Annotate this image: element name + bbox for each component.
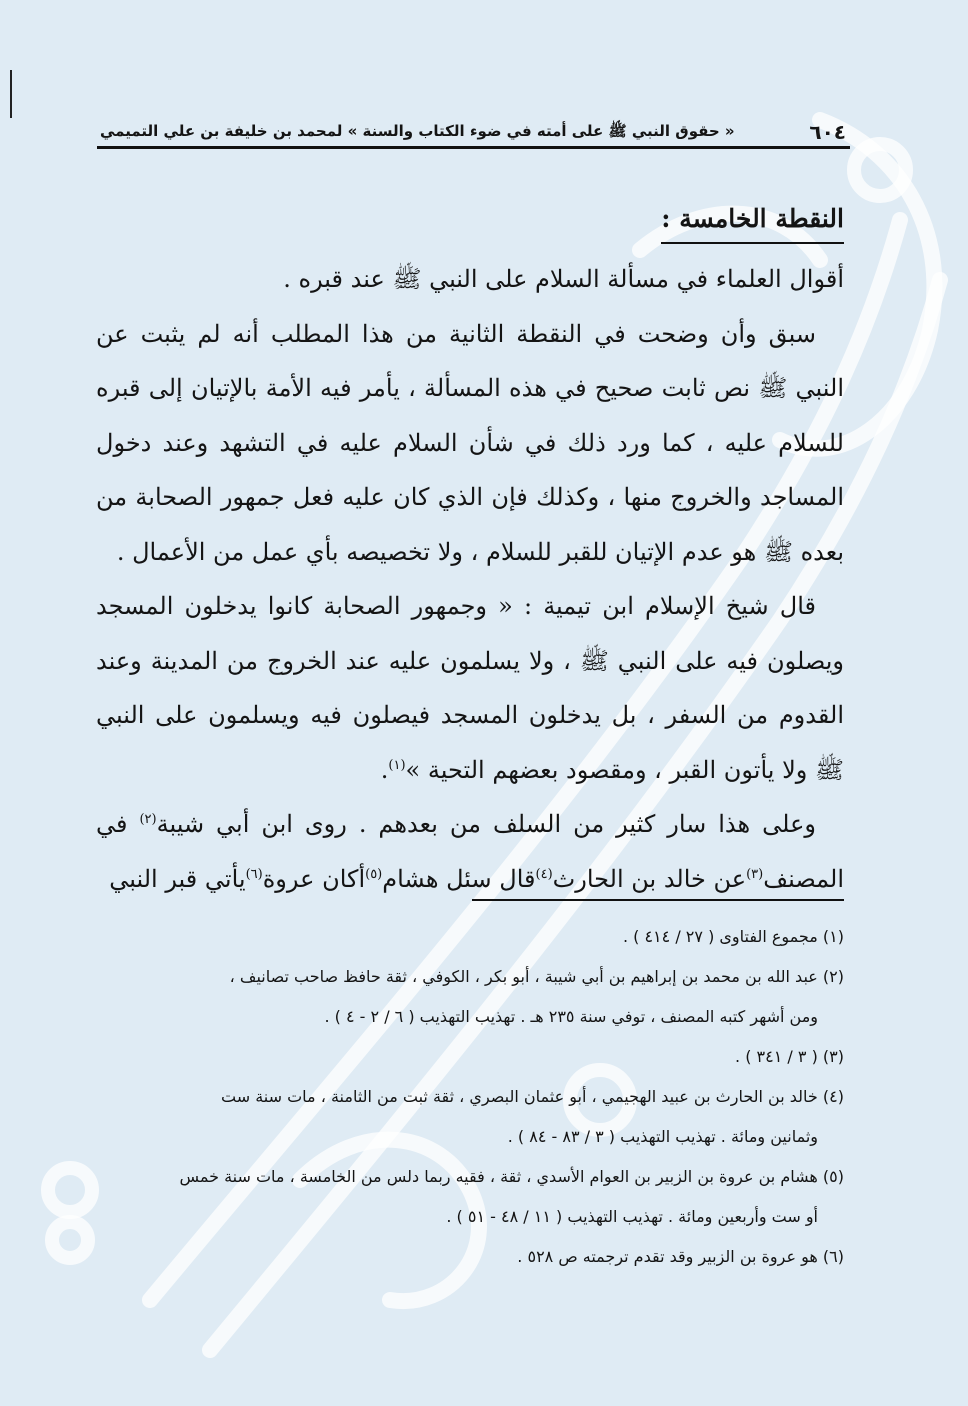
paragraph-3: قال شيخ الإسلام ابن تيمية : « وجمهور الصحابة كانوا يدخلون المسجد ويصلون فيه على النبي ﷺ ، ولا يسلمون عليه عند الخروج من المدينة وعند القدوم من السفر ، بل يدخلون المسجد فيصلون فيه ويسلمون على النبي ﷺ ولا يأتون القبر ، ومقصود بعضهم التحية »$^{(١)}$. [96,592,844,784]
footnote-5 [96,1157,844,1197]
page-number: ٦٠٤ [809,120,846,144]
header-rule [97,146,850,149]
paragraph-4-text-2: في المصنف [96,810,844,893]
running-title: « حقوق النبي ﷺ على أمته في ضوء الكتاب والسنة » لمحمد بن خليفة بن علي التميمي [100,122,735,140]
footnote-1 [96,917,844,957]
footnote-number: (١) [822,927,844,946]
footnote-text: عبد الله بن محمد بن إبراهيم بن أبي شيبة ، أبو بكر ، الكوفي ، ثقة حافظ صاحب تصانيف ، [229,967,818,986]
main-text [96,192,844,906]
footnote-ref-6: (٦) [245,866,263,882]
footnote-text: هشام بن عروة بن الزبير بن العوام الأسدي ، ثقة ، فقيه ربما دلس من الخامسة ، مات سنة خمس [179,1167,818,1186]
footnote-separator [472,899,844,901]
footnote-ref-2: (٢) [139,812,157,827]
footnote-6 [96,1237,844,1277]
paragraph-4-text-5: أكان عروة [262,864,366,893]
paragraph-4-text-1: وعلى هذا سار كثير من السلف من بعدهم . روى ابن أبي شيبة [156,810,816,838]
paragraph-4-text-6: يأتي قبر النبي [109,864,246,893]
running-head [100,112,846,144]
margin-mark [10,70,12,118]
footnote-ref-5: (٥) [365,866,383,882]
footnote-text: ( ٣ / ٣٤١ ) . [735,1047,818,1066]
footnotes [96,917,844,1277]
footnote-4-continued: وثمانين ومائة . تهذيب التهذيب ( ٣ / ٨٣ - ٨٤ ) . [507,1127,818,1146]
footnote-ref-3: (٣) [746,866,764,882]
footnote-number: (٦) [822,1247,844,1266]
section-title: النقطة الخامسة : [661,196,844,244]
footnote-2-continued: ومن أشهر كتبه المصنف ، توفي سنة ٢٣٥ هـ . تهذيب التهذيب ( ٦ / ٢ - ٤ ) . [324,1007,818,1026]
footnote-number: (٢) [822,967,844,986]
footnote-3 [96,1037,844,1077]
footnote-5-continued: أو ست وأربعين ومائة . تهذيب التهذيب ( ١١ / ٤٨ - ٥١ ) . [446,1207,818,1226]
footnote-ref-4: (٤) [535,866,553,882]
footnote-number: (٤) [822,1087,844,1106]
footnote-ref-1: (١) [388,757,406,773]
footnote-text: مجموع الفتاوى ( ٢٧ / ٤١٤ ) . [622,927,818,946]
paragraph-4 [96,797,844,906]
paragraph-2: سبق وأن وضحت في النقطة الثانية من هذا المطلب أنه لم يثبت عن النبي ﷺ نص ثابت صحيح في هذه المسألة ، يأمر فيه الأمة بالإتيان إلى قبره للسلام عليه ، كما ورد ذلك في شأن السلام عليه في التشهد وعند دخول المساجد والخروج منها ، وكذلك فإن الذي كان عليه فعل جمهور الصحابة من بعده ﷺ هو عدم الإتيان للقبر للسلام ، ولا تخصيصه بأي عمل من الأعمال . [96,319,844,566]
paragraph-3-text: قال شيخ الإسلام ابن تيمية : « وجمهور الصحابة كانوا يدخلون المسجد ويصلون فيه على النبي ﷺ ، ولا يسلمون عليه عند الخروج من المدينة وعند القدوم من السفر ، بل يدخلون المسجد فيصلون فيه ويسلمون على النبي ﷺ ولا يأتون القبر ، ومقصود بعضهم التحية » [96,592,844,784]
paragraph-1: أقوال العلماء في مسألة السلام على النبي ﷺ عند قبره . [283,265,844,293]
footnote-text: هو عروة بن الزبير وقد تقدم ترجمته ص ٥٢٨ . [517,1247,818,1266]
footnote-4 [96,1077,844,1117]
footnote-number: (٣) [822,1047,844,1066]
paragraph-4-text-3: عن خالد بن الحارث [552,864,747,893]
footnote-number: (٥) [822,1167,844,1186]
footnote-text: خالد بن الحارث بن عبيد الهجيمي ، أبو عثمان البصري ، ثقة ثبت من الثامنة ، مات سنة ست [221,1087,818,1106]
paragraph-4-text-4: قال سئل هشام [382,864,536,893]
footnote-2 [96,957,844,997]
